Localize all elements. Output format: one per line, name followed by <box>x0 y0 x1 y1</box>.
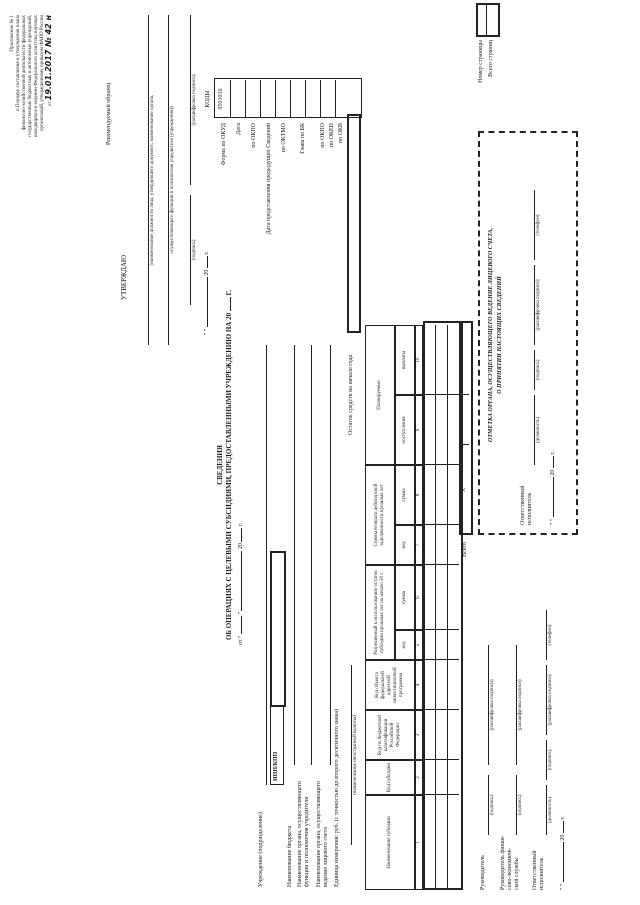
sig-head-decoding-line[interactable] <box>488 645 489 765</box>
approve-date-quote: " " <box>204 328 210 335</box>
codes-row-line <box>305 80 306 118</box>
codes-label-prev-date: Дата представления предыдущих Сведений <box>266 123 272 235</box>
num-5: 5 <box>415 630 423 660</box>
total-x-mark: X <box>461 487 467 493</box>
num-4: 4 <box>415 660 423 710</box>
field-currency-line[interactable] <box>351 665 352 845</box>
col-header-name: Наименование субсидии <box>365 795 415 890</box>
field-authority-line2: функции и полномочия учредителя <box>304 797 310 887</box>
inn-kpp-value-box[interactable] <box>270 551 286 707</box>
total-pages-label: Всего страниц <box>488 40 494 77</box>
sig-exec-label <box>532 850 546 890</box>
mark-date <box>550 451 557 525</box>
sig-exec-position-line[interactable] <box>546 785 547 835</box>
approve-year-suffix: г. <box>204 251 210 255</box>
mark-date-quote: " " <box>550 518 556 525</box>
sig-fin-line2: сово-экономиче- <box>507 847 513 890</box>
approve-line-authority <box>168 15 169 345</box>
col-divider <box>459 394 469 395</box>
col-header-allowed: Разрешенный к использованию остаток субсидии прошлых лет на начало 20 г. <box>365 565 395 660</box>
field-authority-label <box>297 781 311 887</box>
sig-head-cap-signature: (подпись) <box>490 794 495 816</box>
sig-exec-year: 20 <box>560 834 566 841</box>
mark-year: 20 <box>550 469 556 476</box>
inn-kpp-label: ИНН/КПП <box>273 751 279 781</box>
codes-label-okv: по ОКВ <box>338 123 344 144</box>
codes-label-okpo: по ОКПО <box>251 123 257 148</box>
table-row[interactable] <box>435 325 436 890</box>
field-budget-label: Наименование бюджета <box>287 825 293 887</box>
col-divider <box>423 564 459 565</box>
form-date-suffix: г. <box>238 522 244 527</box>
field-budget-line[interactable] <box>294 345 295 765</box>
field-unit-label: Единица измерения: руб. (с точностью до второго десятичного знака) <box>334 709 340 887</box>
approve-heading: УТВЕРЖДАЮ <box>120 254 128 300</box>
num-6: 6 <box>415 565 423 630</box>
codes-row-line <box>260 80 261 118</box>
num-7: 7 <box>415 525 423 565</box>
form-subtitle-text: ОБ ОПЕРАЦИЯХ С ЦЕЛЕВЫМИ СУБСИДИЯМИ, ПРЕДОСТАВЛЕННЫМИ УЧРЕЖДЕНИЮ НА 20 <box>225 312 233 641</box>
col-divider <box>423 394 459 395</box>
col-divider <box>423 629 459 630</box>
mark-exec-line1: Ответственный <box>520 485 526 525</box>
appendix-line: находящихся в ведении Федерального агентства научных <box>34 15 39 138</box>
field-institution-line[interactable] <box>266 345 267 785</box>
codes-row-line <box>245 80 246 118</box>
mark-cap-position: (должность) <box>536 416 541 444</box>
col-divider <box>459 444 469 445</box>
sig-exec-signature-line[interactable] <box>546 740 547 780</box>
sig-fin-signature-line[interactable] <box>516 775 517 835</box>
field-authority-line[interactable] <box>311 345 312 765</box>
codes-row-line <box>230 80 231 118</box>
codes-row-line <box>335 80 336 118</box>
sig-exec-cap-phone: (телефон) <box>548 624 553 646</box>
approve-caption-decoding: (расшифровка подписи) <box>192 74 197 126</box>
codes-label-okei: по ОКЕИ <box>329 123 335 148</box>
appendix-line: организаций, утвержденному приказом ФАНО России <box>40 15 45 131</box>
mark-position-line[interactable] <box>534 395 535 465</box>
form-subtitle <box>225 185 233 745</box>
col-header-debt-code: код <box>395 525 415 565</box>
col-divider <box>423 794 459 795</box>
table-row[interactable] <box>447 325 448 890</box>
mark-phone-line[interactable] <box>534 190 535 260</box>
num-9: 9 <box>415 395 423 465</box>
codes-box <box>214 78 362 118</box>
col-header-code: Код субсидии <box>365 760 415 795</box>
codes-okud-value: 0501016 <box>218 88 224 110</box>
approve-caption-signature: (подпись) <box>192 239 197 261</box>
sig-fin-decoding-line[interactable] <box>516 645 517 765</box>
mark-line1: ОТМЕТКА ОРГАНА, ОСУЩЕСТВЛЯЮЩЕГО ВЕДЕНИЕ ЛИЦЕВОГО СЧЕТА, <box>488 227 494 443</box>
sig-fin-line1: Руководитель финан- <box>500 835 506 890</box>
col-header-debt-sum: сумма <box>395 465 415 525</box>
page-box-divider <box>486 5 487 37</box>
sig-fin-cap-signature: (подпись) <box>518 794 523 816</box>
sig-exec-cap-signature: (подпись) <box>548 749 553 771</box>
field-authority-line1: Наименование органа, осуществляющего <box>297 781 303 887</box>
sig-fin-cap-decoding: (расшифровка подписи) <box>518 679 523 731</box>
page-number-box[interactable] <box>476 3 500 37</box>
page-number-label: Номер страницы <box>478 40 484 83</box>
col-divider <box>423 464 459 465</box>
col-header-allowed-code: код <box>395 630 415 660</box>
sig-fin-label <box>500 835 521 890</box>
field-account-label <box>316 781 330 887</box>
remainder-value-box[interactable] <box>347 114 361 333</box>
approve-year: 20 <box>204 269 210 276</box>
col-header-income: поступления <box>395 395 415 465</box>
sig-exec-cap-position: (должность) <box>548 796 553 824</box>
col-header-payments: выплаты <box>395 325 415 395</box>
codes-row-line <box>320 80 321 118</box>
sig-exec-decoding-line[interactable] <box>546 665 547 735</box>
col-header-debt: Суммы возврата дебиторской задолженности прошлых лет <box>365 465 395 565</box>
appendix-line: финансово-хозяйственной деятельности федеральных <box>22 15 27 131</box>
appendix-block <box>10 15 54 165</box>
approve-line-signature <box>190 195 191 305</box>
appendix-line: Приложение № 1 <box>10 15 15 52</box>
num-8: 8 <box>415 465 423 525</box>
mark-year-suffix: г. <box>550 451 556 455</box>
codes-label-bk: Глава по БК <box>300 123 306 154</box>
sig-head-label: Руководитель <box>480 855 486 890</box>
order-date-prefix: от <box>48 101 53 107</box>
form-date-line <box>238 523 245 645</box>
codes-row-line <box>275 80 276 118</box>
field-account-line[interactable] <box>330 345 331 765</box>
mark-decoding-line[interactable] <box>534 265 535 345</box>
num-2: 2 <box>415 760 423 795</box>
approve-caption-authority: осуществляющего функции и полномочия учредителя (учреждения)) <box>170 106 175 254</box>
num-3: 3 <box>415 710 423 760</box>
form-date-year: 20 <box>238 543 244 550</box>
codes-label-date: Дата <box>236 123 242 135</box>
approve-line-decoding <box>190 15 191 185</box>
approve-caption-position: (наименование должности лица, утвердившего документ; наименование органа, <box>150 94 155 266</box>
mark-signature-line[interactable] <box>534 350 535 390</box>
remainder-label: Остаток средств на начало года <box>348 354 354 435</box>
table-data-area <box>423 321 463 890</box>
col-header-planned: Планируемые <box>365 325 395 465</box>
col-divider <box>423 524 459 525</box>
mark-cap-phone: (телефон) <box>536 214 541 236</box>
codes-label-oktmo: по ОКТМО <box>281 123 287 153</box>
codes-header: КОДЫ <box>205 90 211 108</box>
num-1: 1 <box>415 795 423 890</box>
mark-cap-signature: (подпись) <box>536 359 541 381</box>
codes-row-line <box>290 80 291 118</box>
col-header-fap: Код объекта федеральной адресной инвестиционной программы <box>365 660 415 710</box>
recommended-sample: Рекомендуемый образец <box>106 82 112 145</box>
sig-head-cap-decoding: (расшифровка подписи) <box>490 679 495 731</box>
appendix-line: государственных бюджетных и автономных учреждений, <box>28 15 33 137</box>
field-account-line1: Наименование органа, осуществляющего <box>316 781 322 887</box>
form-subtitle-suffix: Г. <box>225 290 233 296</box>
mark-cap-decoding: (расшифровка подписи) <box>536 279 541 331</box>
sig-fin-line3: ской службы <box>514 857 520 890</box>
col-divider <box>423 759 459 760</box>
sig-exec-line1: Ответственный <box>532 850 538 890</box>
form-date-prefix: от " <box>238 635 244 645</box>
sig-exec-line2: исполнитель <box>539 857 545 890</box>
col-header-allowed-sum: сумма <box>395 565 415 630</box>
sig-exec-year-suffix: г. <box>560 816 566 820</box>
sig-exec-cap-decoding: (расшифровка подписи) <box>548 674 553 726</box>
total-label: Всего <box>462 542 468 557</box>
sig-head-signature-line[interactable] <box>488 775 489 835</box>
field-institution-label: Учреждение (подразделение) <box>258 812 264 887</box>
handwritten-order-ref: 19.01.2017 № 42 н <box>44 15 53 101</box>
form-title: СВЕДЕНИЯ <box>216 445 224 485</box>
sig-exec-phone-line[interactable] <box>546 610 547 660</box>
mark-exec-label <box>520 485 534 525</box>
num-10: 10 <box>415 325 423 395</box>
approve-line-position <box>148 15 149 345</box>
sig-exec-date <box>560 816 567 890</box>
mark-line2: О ПРИНЯТИИ НАСТОЯЩИХ СВЕДЕНИЙ <box>497 276 503 394</box>
field-currency-caption: (наименование иностранной валюты) <box>353 715 358 795</box>
sig-exec-date-quote: " " <box>560 883 566 890</box>
codes-label-okud: Форма по ОКУД <box>221 123 227 166</box>
col-divider <box>423 709 459 710</box>
codes-label-okpo2: по ОКПО <box>320 123 326 148</box>
approve-date <box>204 251 211 335</box>
col-divider <box>423 659 459 660</box>
appendix-line: к Порядку составления и утверждения плана <box>16 15 21 111</box>
col-header-bk: Код по бюджетной классификации Российской Федерации <box>365 710 415 760</box>
mark-exec-line2: исполнитель <box>527 492 533 525</box>
form-date-mid: " <box>238 612 244 615</box>
field-account-line2: ведение лицевого счета <box>323 827 329 887</box>
